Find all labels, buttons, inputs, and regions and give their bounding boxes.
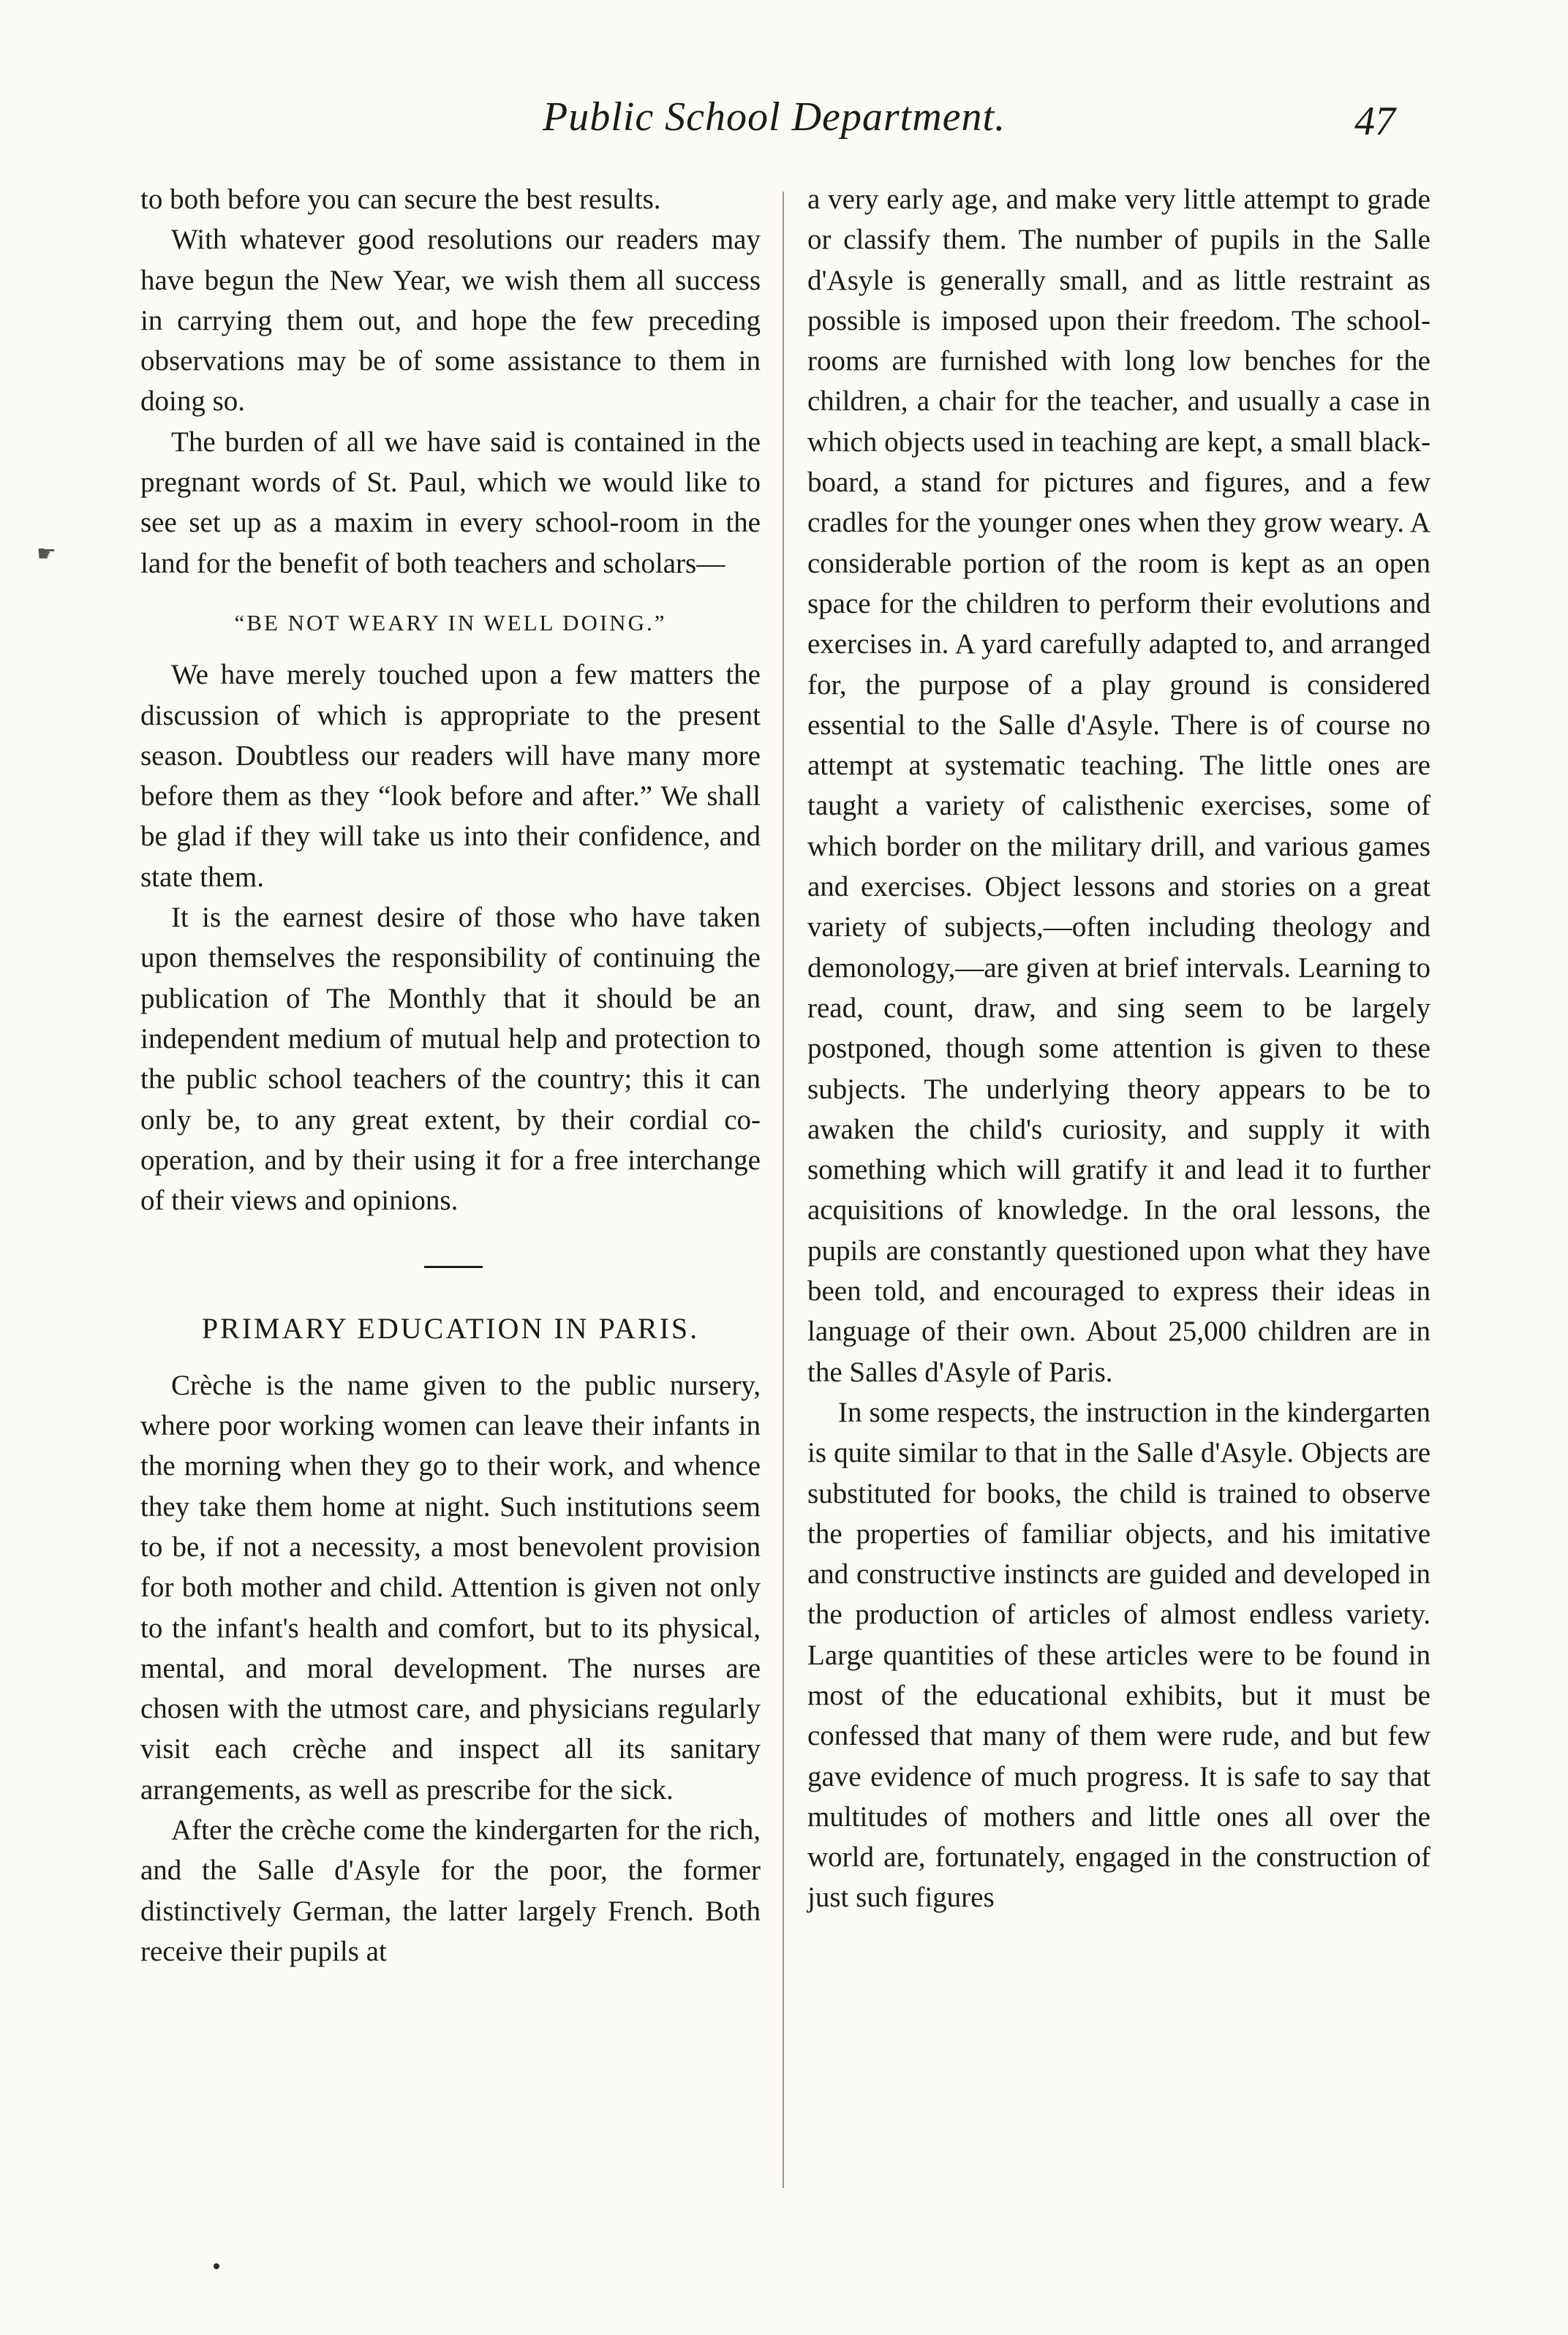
paragraph: a very early age, and make very little attempt to grade or classify them. The number of pupils in the Salle d'Asyle is generally small, and as little restraint as possible is imposed upon their freedom. The school-rooms are furnished with long low benches for the children, a chair for the teacher, and usually a case in which objects used in teaching are kept, a small black-board, a stand for pictures and figures, and a few cradles for the younger ones when they grow weary. A considerable portion of the room is kept as an open space for the children to perform their evolutions and exercises in. A yard carefully adapted to, and arranged for, the purpose of a play ground is considered essential to the Salle d'Asyle. There is of course no attempt at systematic teaching. The little ones are taught a variety of calisthenic exercises, some of which border on the military drill, and various games and exercises. Object lessons and stories on a great variety of subjects,—often including theology and demonology,—are given at brief intervals. Learning to read, count, draw, and sing seem to be largely postponed, though some attention is given to these subjects. The underlying theory appears to be to awaken the child's curiosity, and supply it with something which will gratify it and lead it to further acquisitions of knowledge. In the oral lessons, the pupils are constantly questioned upon what they have been told, and encouraged to express their ideas in language of their own. About 25,000 children are in the Salles d'Asyle of Paris. <box>807 184 1431 1388</box>
paragraph: to both before you can secure the best results. <box>140 184 661 215</box>
paragraph: In some respects, the instruction in the kindergarten is quite similar to that in the Salle d'Asyle. Objects are substituted for books, the child is trained to observe the properties of familiar objects, and his imitative and constructive instincts are guided and developed in the production of articles of almost endless variety. Large quantities of these articles were to be found in most of the educational exhibits, but it must be confessed that many of them were rude, and but few gave evidence of much progress. It is safe to say that multitudes of mothers and little ones all over the world are, fortunately, engaged in the construction of just such figures <box>807 1396 1431 1914</box>
paragraph: The burden of all we have said is contained in the pregnant words of St. Paul, which we would like to see set up as a maxim in every school-room in the land for the benefit of both teachers and scholars— <box>140 426 761 579</box>
separator-rule <box>424 1266 483 1268</box>
page-header <box>0 94 1568 174</box>
section-title: PRIMARY EDUCATION IN PARIS. <box>201 1312 700 1346</box>
paragraph: Crèche is the name given to the public nursery, where poor working women can leave their infants in the morning when they go to their work, and whence they take them home at night. Such institutions seem to be, if not a necessity, a most benevolent provision for both mother and child. Attention is given not only to the infant's health and comfort, but to its physical, mental, and moral development. The nurses are chosen with the utmost care, and physicians regularly visit each crèche and inspect all its sanitary arrangements, as well as prescribe for the sick. <box>140 1369 761 1806</box>
bottom-dot <box>214 2263 219 2269</box>
left-column <box>140 179 761 1972</box>
paragraph: With whatever good resolutions our readers may have begun the New Year, we wish them all success in carrying them out, and hope the few preceding observations may be of some assistance to them in doing so. <box>140 224 761 418</box>
column-divider <box>783 192 784 2188</box>
section-separator <box>140 1221 761 1308</box>
running-head: Public School Department. <box>543 94 1006 140</box>
margin-mark: ☛ <box>37 542 56 566</box>
right-column <box>807 179 1431 1918</box>
paragraph: It is the earnest desire of those who have taken upon themselves the responsibility of continuing the publication of The Monthly that it should be an independent medium of mutual help and protection to the public school teachers of the country; this it can only be, to any great extent, by their cordial co-operation, and by their using it for a free interchange of their views and opinions. <box>140 902 761 1217</box>
paragraph: We have merely touched upon a few matters the discussion of which is appropriate to the present season. Doubtless our readers will have many more before them as they “look before and after.” We shall be glad if they will take us into their confidence, and state them. <box>140 659 761 893</box>
paragraph: After the crèche come the kindergarten for the rich, and the Salle d'Asyle for the poor, the former distinctively German, the latter largely French. Both receive their pupils at <box>140 1814 761 1967</box>
motto: “BE NOT WEARY IN WELL DOING.” <box>234 609 667 635</box>
page-number: 47 <box>1354 99 1395 144</box>
